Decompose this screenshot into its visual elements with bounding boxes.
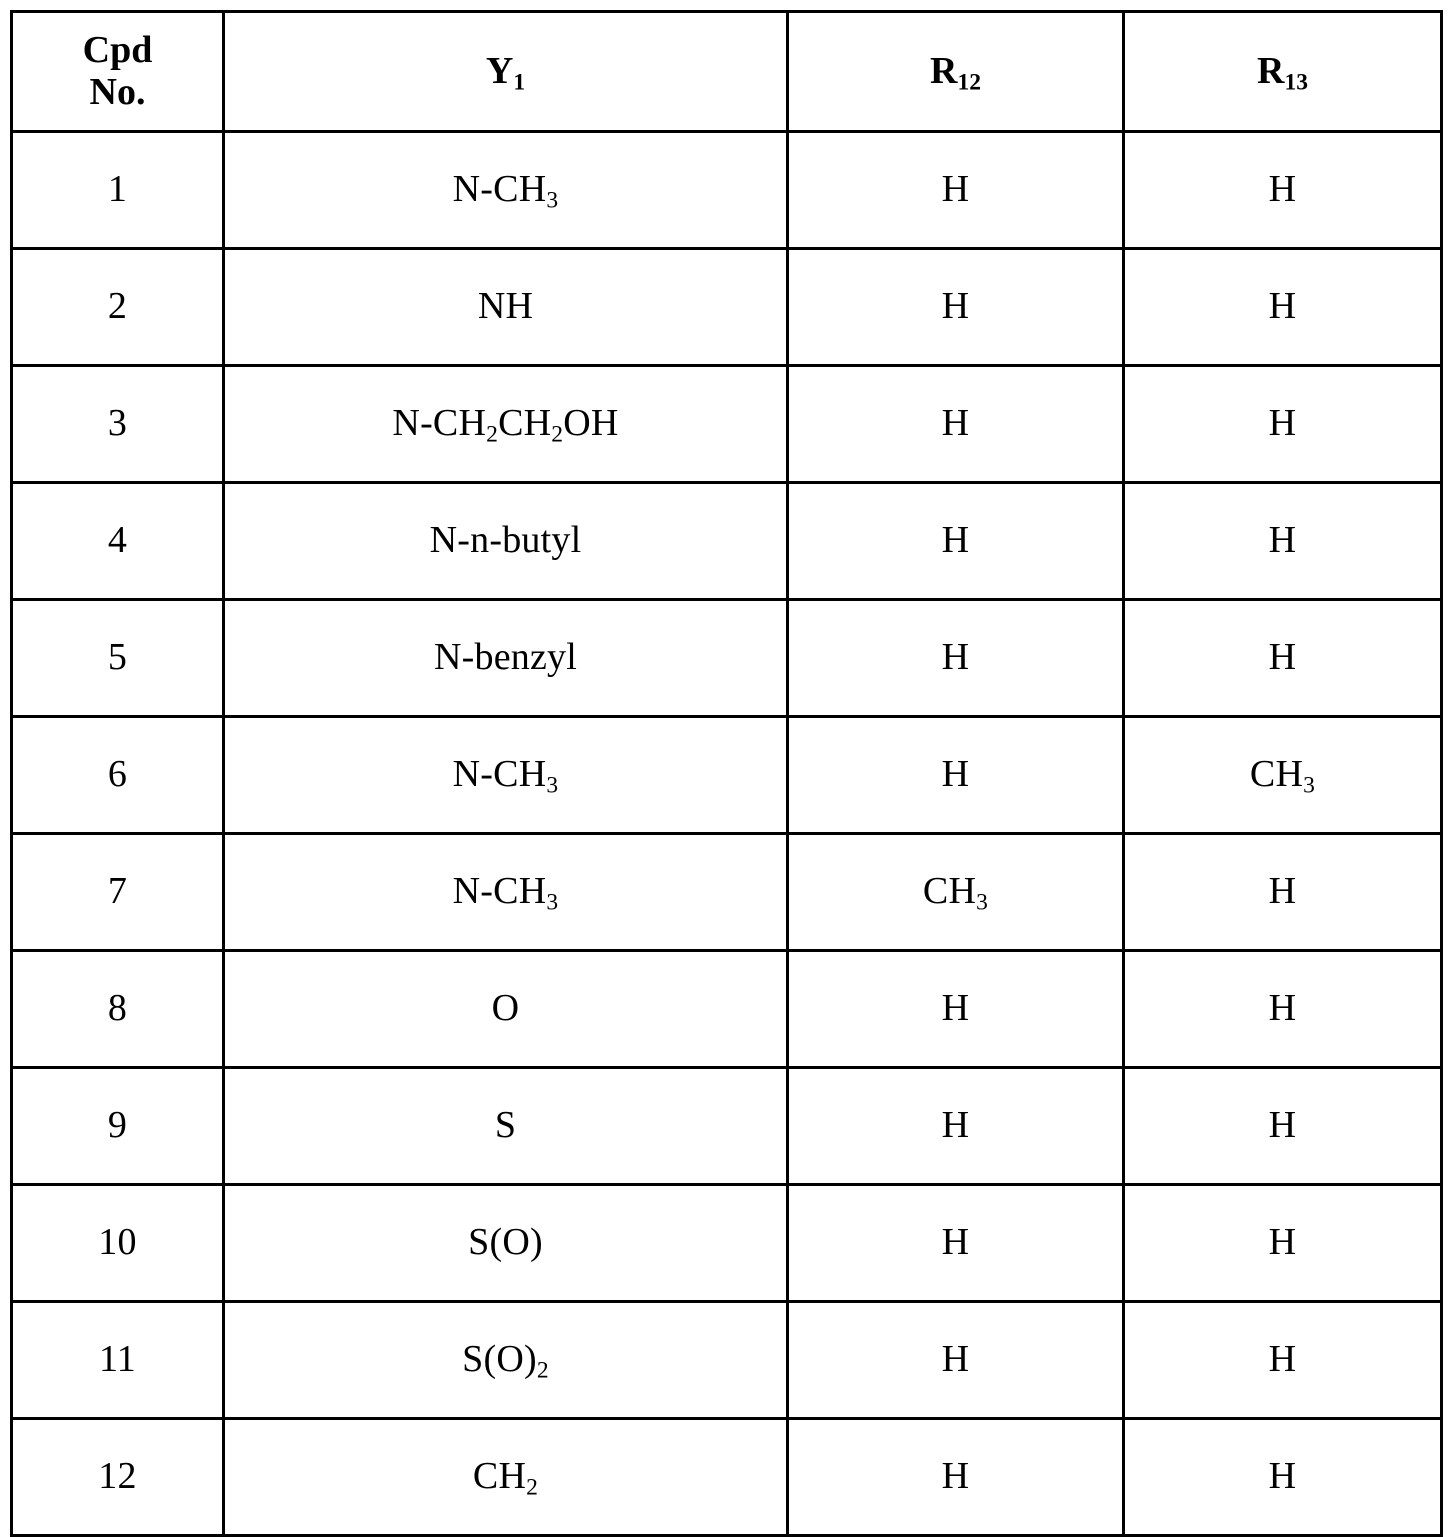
cell-y1-value	[462, 1338, 549, 1384]
cell-cpd-no	[12, 366, 224, 483]
cell-y1-value	[492, 988, 520, 1030]
cell-r13-value	[1269, 1105, 1297, 1147]
cell-r13-base: H	[1268, 1455, 1297, 1498]
cell-r13-base: H	[1268, 987, 1297, 1030]
cell-r13	[1124, 1419, 1442, 1536]
cell-r12	[788, 249, 1124, 366]
cell-r13	[1124, 132, 1442, 249]
cell-r13	[1124, 249, 1442, 366]
cell-y1-subscript: 2	[536, 1357, 549, 1384]
cell-y1-base: NH	[477, 285, 534, 328]
cell-r12-value	[942, 520, 970, 562]
cell-r12-value	[942, 286, 970, 328]
cpd-no-value: 8	[107, 987, 128, 1030]
cell-y1-subscript: 2	[486, 421, 499, 448]
cell-r13-base: H	[1268, 519, 1297, 562]
cell-y1-value	[434, 637, 577, 679]
table-header	[12, 12, 1442, 132]
table-row	[12, 1419, 1442, 1536]
cell-y1-base: N-CH	[392, 402, 487, 445]
cell-y1	[224, 249, 788, 366]
cell-y1-subscript2: 2	[551, 421, 564, 448]
cell-cpd-no	[12, 1419, 224, 1536]
cell-r13-value	[1269, 988, 1297, 1030]
cell-y1	[224, 600, 788, 717]
table-row	[12, 600, 1442, 717]
cpd-no-value: 6	[107, 753, 128, 796]
cell-r13	[1124, 366, 1442, 483]
column-header-r12-subscript: 12	[957, 69, 981, 96]
table-row	[12, 483, 1442, 600]
cell-y1-subscript: 3	[546, 772, 559, 799]
table-row	[12, 717, 1442, 834]
cell-y1-subscript: 3	[546, 889, 559, 916]
cell-r13	[1124, 834, 1442, 951]
cell-y1-base: S(O)	[468, 1221, 543, 1264]
cpd-no-value: 11	[99, 1338, 136, 1381]
table-row	[12, 249, 1442, 366]
compound-substituent-table	[10, 10, 1443, 1537]
cell-cpd-no	[12, 951, 224, 1068]
cell-r13-value	[1269, 520, 1297, 562]
cell-r12	[788, 1419, 1124, 1536]
cell-r12-value	[942, 1456, 970, 1498]
cell-r12-base: H	[941, 168, 970, 211]
cell-r13-value	[1269, 871, 1297, 913]
cell-cpd-no	[12, 483, 224, 600]
table-row	[12, 1302, 1442, 1419]
cell-y1-value	[452, 753, 559, 799]
cell-r13-base: H	[1268, 285, 1297, 328]
cell-r13	[1124, 717, 1442, 834]
cell-r13-base: H	[1268, 636, 1297, 679]
cell-r12-value	[942, 1339, 970, 1381]
cell-r12-value	[942, 1222, 970, 1264]
cell-y1-value	[452, 168, 559, 214]
cell-r12-value	[942, 403, 970, 445]
table-row	[12, 951, 1442, 1068]
cell-r12-base: H	[941, 753, 970, 796]
cell-y1-base: N-CH	[452, 870, 547, 913]
cell-y1	[224, 366, 788, 483]
cpd-no-value: 5	[107, 636, 128, 679]
table-row	[12, 132, 1442, 249]
cell-y1	[224, 1068, 788, 1185]
cell-r13	[1124, 1302, 1442, 1419]
cpd-no-value: 9	[107, 1104, 128, 1147]
cpd-no-value: 7	[107, 870, 128, 913]
cell-y1-base: N-n-butyl	[429, 519, 582, 562]
cell-r13	[1124, 1068, 1442, 1185]
cell-cpd-no	[12, 717, 224, 834]
cell-y1	[224, 717, 788, 834]
cell-r13-value	[1269, 169, 1297, 211]
cell-r12	[788, 1302, 1124, 1419]
cell-cpd-no	[12, 1068, 224, 1185]
cell-cpd-no	[12, 600, 224, 717]
cell-r13-base: H	[1268, 168, 1297, 211]
cell-y1-subscript: 2	[526, 1474, 539, 1501]
cell-r12	[788, 834, 1124, 951]
cpd-no-value: 3	[107, 402, 128, 445]
cell-y1	[224, 1419, 788, 1536]
header-row	[12, 12, 1442, 132]
column-header-r12	[788, 12, 1124, 132]
cell-r13-base: H	[1268, 870, 1297, 913]
cell-y1	[224, 132, 788, 249]
cell-y1-base: CH	[472, 1455, 527, 1498]
cell-r12	[788, 600, 1124, 717]
cell-cpd-no	[12, 1302, 224, 1419]
cell-r12-base: H	[941, 1455, 970, 1498]
column-header-r13-base: R	[1257, 50, 1285, 93]
cell-y1-value	[452, 870, 559, 916]
column-header-cpd-no-line2: No.	[89, 70, 146, 113]
cell-y1	[224, 951, 788, 1068]
cell-y1-tail: CH	[498, 402, 552, 445]
cell-r12-value	[942, 637, 970, 679]
cell-r13	[1124, 483, 1442, 600]
cell-y1-base: S(O)	[462, 1338, 537, 1381]
cell-r12-value	[942, 169, 970, 211]
column-header-r13	[1124, 12, 1442, 132]
cell-r13-value	[1249, 753, 1316, 799]
cell-cpd-no	[12, 132, 224, 249]
cell-y1-base: N-benzyl	[434, 636, 577, 679]
cell-r13-subscript: 3	[1303, 772, 1316, 799]
table-row	[12, 834, 1442, 951]
cell-r13-base: H	[1268, 1104, 1297, 1147]
cell-y1-value	[468, 1222, 543, 1264]
cell-r12-subscript: 3	[976, 889, 989, 916]
cell-r13-base: CH	[1249, 753, 1304, 796]
cell-y1-base: N-CH	[452, 753, 547, 796]
cell-r12-value	[922, 870, 989, 916]
cell-cpd-no	[12, 834, 224, 951]
column-header-y1-base: Y	[485, 50, 514, 93]
cell-r13	[1124, 1185, 1442, 1302]
table-row	[12, 1185, 1442, 1302]
cell-r12	[788, 483, 1124, 600]
cell-r13-value	[1269, 1339, 1297, 1381]
cell-r13-base: H	[1268, 1221, 1297, 1264]
cell-r12-base: H	[941, 1221, 970, 1264]
cell-r12-base: H	[941, 519, 970, 562]
cpd-no-value: 12	[98, 1455, 137, 1498]
compound-table-container	[10, 10, 1440, 1537]
cell-r12-base: H	[941, 402, 970, 445]
cell-r12-base: H	[941, 285, 970, 328]
cell-r13-value	[1269, 1456, 1297, 1498]
cell-r12-value	[942, 754, 970, 796]
cell-r13-base: H	[1268, 402, 1297, 445]
cell-y1-tail2: OH	[563, 402, 619, 445]
cell-y1-base: S	[494, 1104, 517, 1147]
cell-r12	[788, 1185, 1124, 1302]
table-row	[12, 366, 1442, 483]
cell-r13	[1124, 600, 1442, 717]
cell-r12	[788, 1068, 1124, 1185]
cell-r12-value	[942, 1105, 970, 1147]
cell-cpd-no	[12, 1185, 224, 1302]
column-header-y1-subscript: 1	[513, 69, 526, 96]
cell-r13-value	[1269, 286, 1297, 328]
cell-r13	[1124, 951, 1442, 1068]
cell-r12	[788, 366, 1124, 483]
cell-r12	[788, 717, 1124, 834]
cell-y1-value	[430, 520, 582, 562]
column-header-r13-subscript: 13	[1284, 69, 1308, 96]
cell-y1-value	[392, 402, 619, 448]
column-header-cpd-no-line1: Cpd	[82, 28, 153, 71]
cell-r12-base: H	[941, 1104, 970, 1147]
cell-r13-base: H	[1268, 1338, 1297, 1381]
cell-y1-value	[472, 1455, 539, 1501]
cell-r13-value	[1269, 1222, 1297, 1264]
cell-r12-value	[942, 988, 970, 1030]
cell-r12-base: CH	[922, 870, 977, 913]
cpd-no-value: 10	[98, 1221, 137, 1264]
cell-y1	[224, 483, 788, 600]
cell-r12	[788, 132, 1124, 249]
cell-y1-subscript: 3	[546, 187, 559, 214]
cell-y1-base: N-CH	[452, 168, 547, 211]
cell-y1-value	[478, 286, 533, 328]
cell-r13-value	[1269, 637, 1297, 679]
cell-r12	[788, 951, 1124, 1068]
cell-y1	[224, 1302, 788, 1419]
column-header-y1	[224, 12, 788, 132]
column-header-r12-base: R	[930, 50, 958, 93]
cpd-no-value: 4	[107, 519, 128, 562]
cell-y1	[224, 834, 788, 951]
cell-y1	[224, 1185, 788, 1302]
cell-r13-value	[1269, 403, 1297, 445]
cell-r12-base: H	[941, 1338, 970, 1381]
cell-r12-base: H	[941, 987, 970, 1030]
cell-y1-value	[495, 1105, 516, 1147]
cpd-no-value: 1	[107, 168, 128, 211]
table-body	[12, 132, 1442, 1536]
table-row	[12, 1068, 1442, 1185]
cell-r12-base: H	[941, 636, 970, 679]
cpd-no-value: 2	[107, 285, 128, 328]
column-header-cpd-no	[12, 12, 224, 132]
cell-cpd-no	[12, 249, 224, 366]
cell-y1-base: O	[491, 987, 520, 1030]
